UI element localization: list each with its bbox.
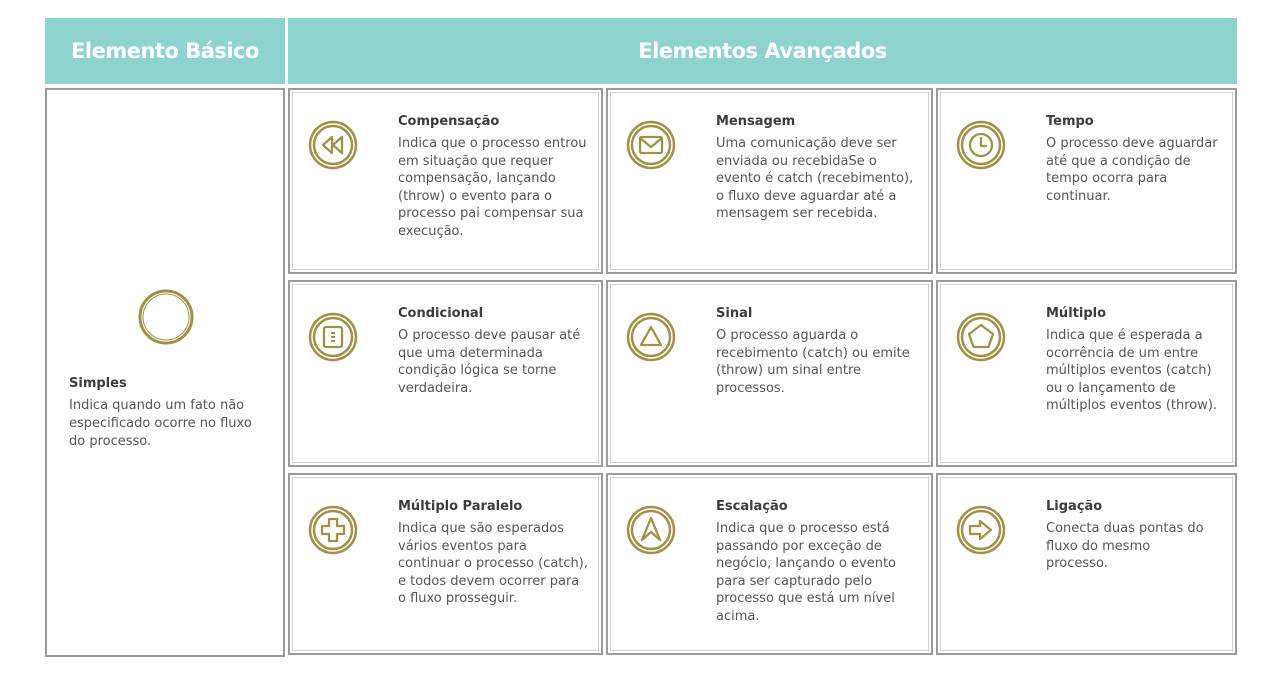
triangle-icon: [626, 312, 676, 362]
escalation-icon: [626, 505, 676, 555]
event-card-ligacao: [936, 473, 1237, 655]
event-card-multiplo: [936, 280, 1237, 467]
event-card-mensagem: [606, 88, 933, 274]
basic-description: Indica quando um fato não especificado ocorre no fluxo do processo.: [69, 398, 252, 449]
basic-title: Simples: [69, 376, 127, 391]
circle-icon: [138, 289, 194, 345]
event-title: Condicional: [398, 306, 484, 321]
event-title: Sinal: [716, 306, 753, 321]
header-advanced: Elementos Avançados: [288, 18, 1237, 84]
event-description: Indica que é esperada a ocorrência de um entre múltiplos eventos (catch) ou o lançamento de múltiplos eventos (throw).: [1046, 328, 1218, 413]
event-description: Indica que são esperados vários eventos para continuar o processo (catch), e todos devem ocorrer para o fluxo prosseguir.: [398, 521, 588, 606]
event-title: Tempo: [1046, 114, 1094, 129]
arrow-right-icon: [956, 505, 1006, 555]
event-description: O processo aguarda o recebimento (catch) ou emite (throw) um sinal entre processos.: [716, 328, 910, 396]
event-card-sinal: [606, 280, 933, 467]
event-card-compensacao: [288, 88, 603, 274]
event-title: Múltiplo Paralelo: [398, 499, 523, 514]
event-card-tempo: [936, 88, 1237, 274]
header-basic: Elemento Básico: [45, 18, 285, 84]
plus-icon: [308, 505, 358, 555]
document-icon: [308, 312, 358, 362]
event-card-escalacao: [606, 473, 933, 655]
event-title: Escalação: [716, 499, 788, 514]
event-title: Ligação: [1046, 499, 1103, 514]
event-description: O processo deve aguardar até que a condição de tempo ocorra para continuar.: [1046, 136, 1218, 204]
event-description: O processo deve pausar até que uma determinada condição lógica se torne verdadeira.: [398, 328, 581, 396]
event-description: Indica que o processo entrou em situação que requer compensação, lançando (throw) o evento para o processo pai compensar sua execução.: [398, 136, 587, 239]
pentagon-icon: [956, 312, 1006, 362]
event-description: Uma comunicação deve ser enviada ou recebidaSe o evento é catch (recebimento), o fluxo deve aguardar até a mensagem ser recebida.: [716, 136, 914, 221]
event-description: Indica que o processo está passando por exceção de negócio, lançando o evento para ser capturado pelo processo que está um nível acima.: [716, 521, 896, 624]
event-title: Múltiplo: [1046, 306, 1107, 321]
rewind-icon: [308, 120, 358, 170]
envelope-icon: [626, 120, 676, 170]
basic-element-panel: [45, 88, 285, 657]
clock-icon: [956, 120, 1006, 170]
event-description: Conecta duas pontas do fluxo do mesmo processo.: [1046, 521, 1204, 571]
event-card-multiplo-paralelo: [288, 473, 603, 655]
event-title: Compensação: [398, 114, 500, 129]
event-card-condicional: [288, 280, 603, 467]
event-title: Mensagem: [716, 114, 796, 129]
